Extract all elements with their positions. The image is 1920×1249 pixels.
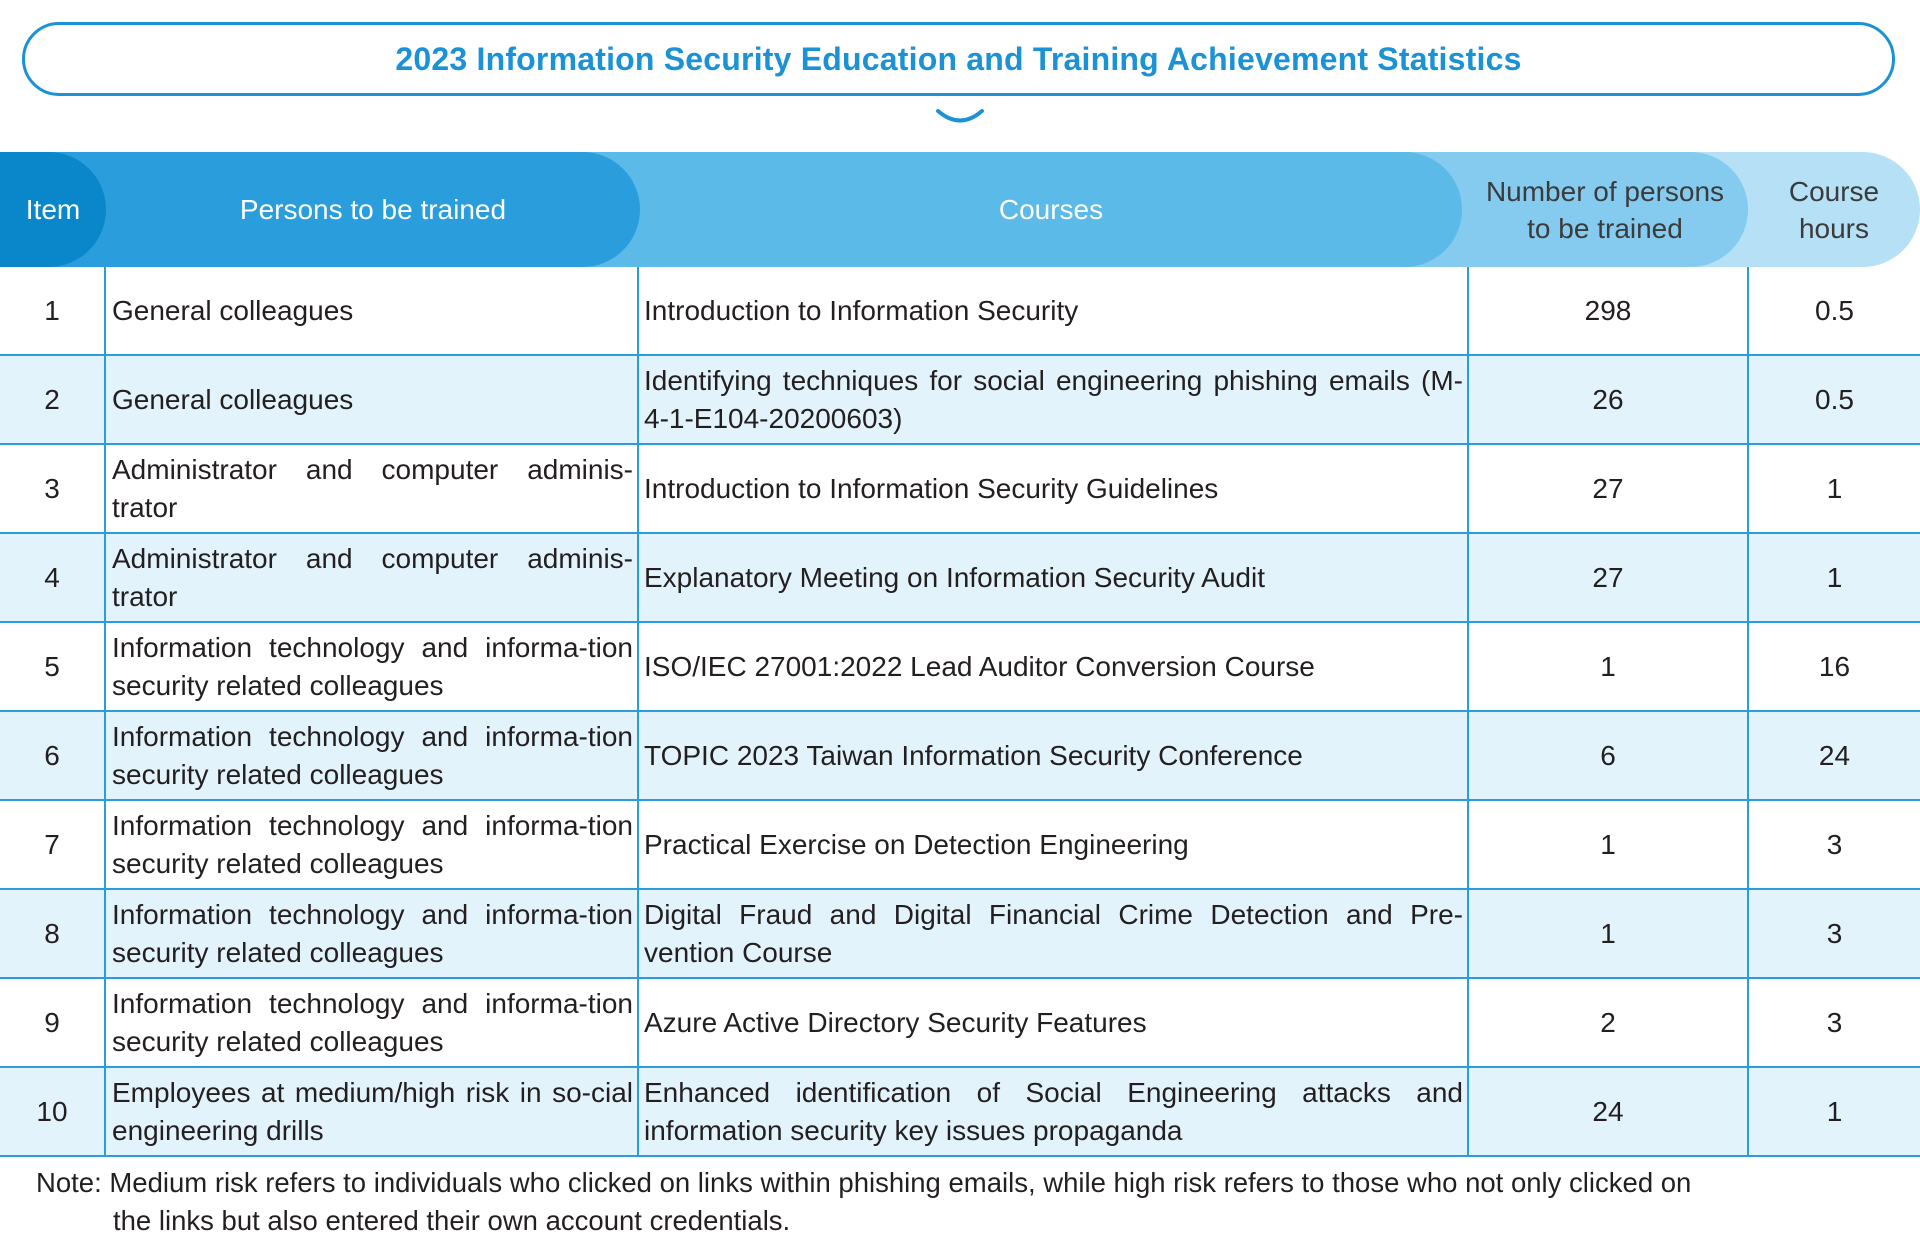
cell-item: 5 bbox=[44, 650, 60, 682]
cell-hours: 1 bbox=[1747, 445, 1920, 532]
cell-number: 2 bbox=[1467, 979, 1747, 1066]
cell-item: 2 bbox=[44, 383, 60, 415]
header-item-label: Item bbox=[25, 194, 81, 225]
header-hours-line1: Course bbox=[1788, 175, 1880, 207]
cell-item: 10 bbox=[36, 1095, 68, 1127]
table-row bbox=[0, 801, 1920, 890]
cell-course: Explanatory Meeting on Information Security Audit bbox=[637, 534, 1467, 621]
cell-item: 3 bbox=[44, 472, 60, 504]
cell-persons: Information technology and informa-tion security related colleagues bbox=[104, 623, 637, 710]
cell-persons: General colleagues bbox=[104, 356, 637, 443]
cell-persons: Administrator and computer adminis-trator bbox=[104, 534, 637, 621]
cell-number: 1 bbox=[1467, 623, 1747, 710]
table-row bbox=[0, 890, 1920, 979]
table-header bbox=[0, 152, 1920, 267]
cell-persons: Information technology and informa-tion security related colleagues bbox=[104, 712, 637, 799]
title-banner bbox=[22, 22, 1895, 96]
table-row bbox=[0, 267, 1920, 356]
cell-hours: 16 bbox=[1747, 623, 1920, 710]
note-label: Note: bbox=[36, 1167, 102, 1198]
header-persons-label: Persons to be trained bbox=[239, 194, 507, 225]
cell-course: ISO/IEC 27001:2022 Lead Auditor Conversion Course bbox=[637, 623, 1467, 710]
cell-course: Digital Fraud and Digital Financial Crime Detection and Pre-vention Course bbox=[637, 890, 1467, 977]
cell-persons: Administrator and computer adminis-trator bbox=[104, 445, 637, 532]
cell-hours: 3 bbox=[1747, 890, 1920, 977]
cell-item: 4 bbox=[44, 561, 60, 593]
note-line1-wrap bbox=[36, 1164, 1920, 1202]
page-title: 2023 Information Security Education and Training Achievement Statistics bbox=[395, 40, 1522, 77]
cell-number: 27 bbox=[1467, 445, 1747, 532]
cell-number: 27 bbox=[1467, 534, 1747, 621]
cell-hours: 1 bbox=[1747, 534, 1920, 621]
cell-course: Identifying techniques for social engineering phishing emails (M-4-1-E104-20200603) bbox=[637, 356, 1467, 443]
cell-number: 26 bbox=[1467, 356, 1747, 443]
cell-course: Introduction to Information Security bbox=[637, 267, 1467, 354]
cell-hours: 3 bbox=[1747, 979, 1920, 1066]
cell-hours: 1 bbox=[1747, 1068, 1920, 1155]
table-row bbox=[0, 445, 1920, 534]
cell-course: Practical Exercise on Detection Engineering bbox=[637, 801, 1467, 888]
cell-number: 298 bbox=[1467, 267, 1747, 354]
cell-course: TOPIC 2023 Taiwan Information Security Conference bbox=[637, 712, 1467, 799]
cell-hours: 3 bbox=[1747, 801, 1920, 888]
table-body bbox=[0, 267, 1920, 1157]
header-hours-line2: hours bbox=[1798, 212, 1870, 244]
table-row bbox=[0, 623, 1920, 712]
note-line1: Medium risk refers to individuals who clicked on links within phishing emails, while high risk refers to those who not only clicked on bbox=[101, 1167, 1692, 1198]
cell-item: 8 bbox=[44, 917, 60, 949]
header-number-line2: to be trained bbox=[1527, 212, 1683, 244]
chevron-down-icon bbox=[935, 108, 985, 126]
header-courses-label: Courses bbox=[998, 194, 1104, 225]
cell-number: 1 bbox=[1467, 890, 1747, 977]
cell-persons: Information technology and informa-tion security related colleagues bbox=[104, 890, 637, 977]
cell-persons: Information technology and informa-tion security related colleagues bbox=[104, 801, 637, 888]
cell-course: Enhanced identification of Social Engineering attacks and information security key issues propaganda bbox=[637, 1068, 1467, 1155]
header-number-line1: Number of persons bbox=[1485, 175, 1725, 207]
cell-course: Azure Active Directory Security Features bbox=[637, 979, 1467, 1066]
cell-number: 1 bbox=[1467, 801, 1747, 888]
cell-item: 7 bbox=[44, 828, 60, 860]
cell-persons: General colleagues bbox=[104, 267, 637, 354]
cell-hours: 24 bbox=[1747, 712, 1920, 799]
cell-course: Introduction to Information Security Guidelines bbox=[637, 445, 1467, 532]
table-row bbox=[0, 356, 1920, 445]
cell-item: 9 bbox=[44, 1006, 60, 1038]
cell-number: 24 bbox=[1467, 1068, 1747, 1155]
cell-item: 6 bbox=[44, 739, 60, 771]
cell-persons: Information technology and informa-tion security related colleagues bbox=[104, 979, 637, 1066]
note-line2: the links but also entered their own account credentials. bbox=[113, 1205, 791, 1236]
table-row bbox=[0, 979, 1920, 1068]
table-row bbox=[0, 712, 1920, 801]
cell-hours: 0.5 bbox=[1747, 356, 1920, 443]
cell-hours: 0.5 bbox=[1747, 267, 1920, 354]
table-row bbox=[0, 534, 1920, 623]
table-note bbox=[36, 1164, 1920, 1240]
cell-persons: Employees at medium/high risk in so-cial engineering drills bbox=[104, 1068, 637, 1155]
cell-item: 1 bbox=[44, 294, 60, 326]
cell-number: 6 bbox=[1467, 712, 1747, 799]
table-row bbox=[0, 1068, 1920, 1157]
